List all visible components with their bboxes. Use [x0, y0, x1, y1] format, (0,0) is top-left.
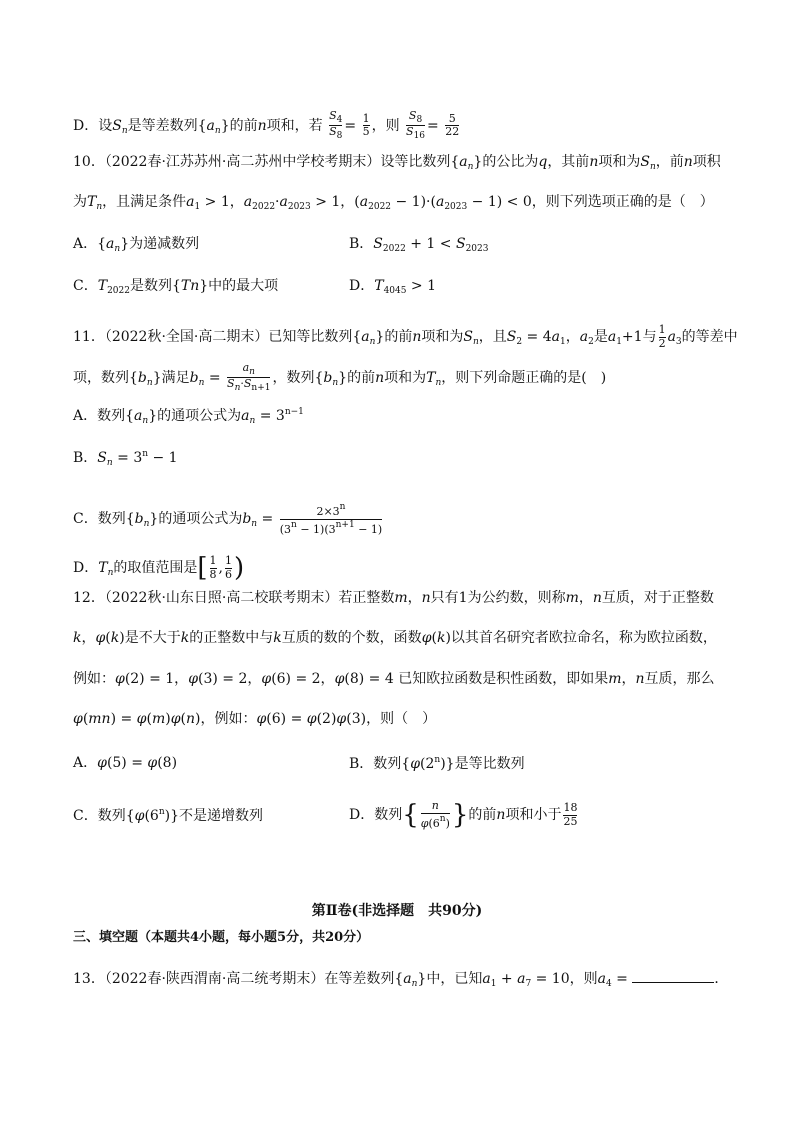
q11-line2: 项，数列$\{b_n\}$满足$b_n$ = $\frac{a_n}{S_n\cdot S_{n+1}}$ ，数列$\{b_n\}$的前n项和为$T_n$，则下列命题正确的是( ) [73, 361, 607, 394]
q12-option-d: D．数列{ $\frac{n}{\varphi(6^n)}$ }的前n项和小于 $\frac{18}{25}$ [349, 799, 578, 831]
q10-line2: 为$T_n$，且满足条件$a_1 > 1$，$a_{2022}\cdot a_{2023} > 1$，$(a_{2022} - 1)\cdot(a_{2023} - 1) < 0$，则下列选项正确的是（ ） [73, 194, 714, 212]
q12-line1: 12．（2022秋·山东日照·高二校联考期末）若正整数m，n只有1为公约数，则称m，n互质，对于正整数 [73, 590, 714, 606]
q10-option-c: C．$T_{2022}$是数列{Tn}中的最大项 [73, 278, 279, 296]
q11-line1: 11．（2022秋·全国·高二期末）已知等比数列$\{a_n\}$的前n项和为$S_n$，且$S_2 = 4a_1$，$a_2$是$a_1+1$与 $\frac{1}{2}$ $a_3$的等差中 [73, 323, 738, 350]
q13-line: 13．（2022春·陕西渭南·高二统考期末）在等差数列$\{a_n\}$中，已知$a_1 + a_7 = 10$，则$a_4$ = ． [73, 971, 729, 989]
section-title: 第Ⅱ卷(非选择题 共90分) [311, 903, 483, 919]
q11-option-a: A．数列$\{a_n\}$的通项公式为$a_n = 3^{n-1}$ [73, 407, 304, 426]
q11-option-d: D．$T_n$的取值范围是[ $\frac{1}{8}$ , $\frac{1}{6}$ ) [73, 553, 245, 584]
q10-option-a: A．$\{a_n\}$为递减数列 [73, 236, 200, 254]
q10-option-d: D．$T_{4045} > 1$ [349, 278, 437, 296]
fraction: $\frac{S_4}{S_8}$ [329, 109, 343, 142]
q12-option-a: A．φ(5) = φ(8) [73, 755, 178, 771]
q9-option-d: D．设$S_n$是等差数列$\{a_n\}$的前n项和，若 $\frac{S_4}{S_8}$ = $\frac{1}{5}$ ，则 $\frac{S_8}{S_{16}}$ = $\frac{5}{22}$ [73, 109, 460, 142]
q11-option-c: C．数列$\{b_n\}$的通项公式为$b_n$ = $\frac{2\times 3^n}{(3^n - 1)(3^{n+1} - 1)}$ [73, 502, 383, 536]
q12-option-b: B．数列{φ(2$^n$)}是等比数列 [349, 755, 525, 772]
section-subtitle: 三、填空题（本题共4小题，每小题5分，共20分） [73, 930, 370, 945]
q12-line3: 例如：φ(2) = 1，φ(3) = 2，φ(6) = 2，φ(8) = 4 已知欧拉函数是积性函数，即如果m，n互质，那么 [73, 671, 715, 687]
q11-option-b: B．$S_n = 3^n - 1$ [73, 449, 178, 468]
q10-line1: 10．（2022春·江苏苏州·高二苏州中学校考期末）设等比数列$\{a_n\}$的公比为q，其前n项和为$S_n$，前n项积 [73, 154, 721, 172]
answer-blank[interactable] [632, 970, 714, 983]
q12-option-c: C．数列{φ(6$^n$)}不是递增数列 [73, 807, 263, 824]
q12-line4: φ(mn) = φ(m)φ(n)，例如：φ(6) = φ(2)φ(3)，则（ ） [73, 711, 437, 727]
q12-line2: k，φ(k)是不大于k的正整数中与k互质的数的个数，函数φ(k)以其首名研究者欧拉命名，称为欧拉函数， [73, 630, 717, 646]
q10-option-b: B．$S_{2022} + 1 < S_{2023}$ [349, 236, 489, 254]
